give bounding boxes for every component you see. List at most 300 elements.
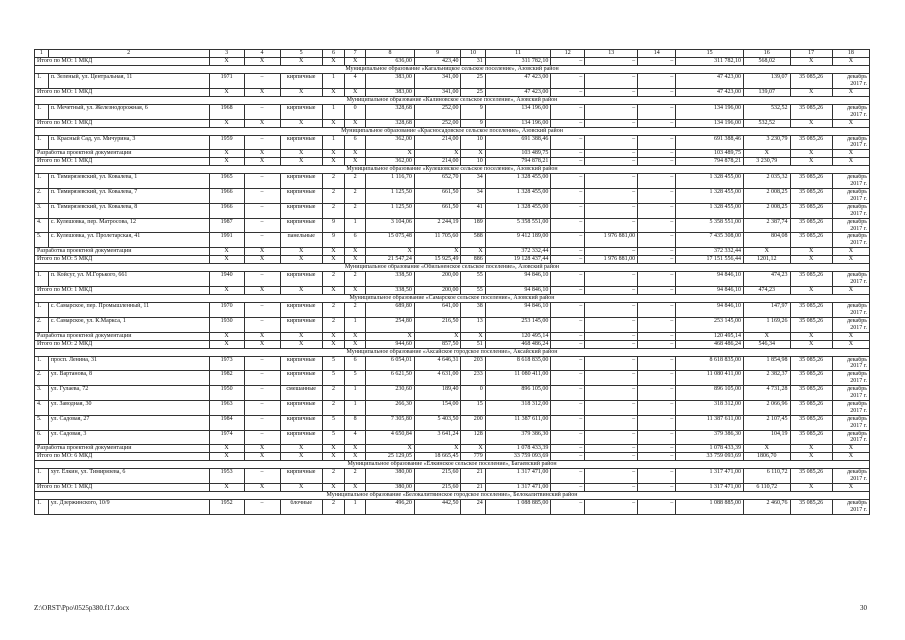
table-cell: 21 bbox=[461, 469, 485, 484]
table-cell: – bbox=[244, 272, 280, 287]
summary-cell: X bbox=[414, 445, 461, 453]
table-cell: 661,50 bbox=[414, 203, 461, 218]
summary-cell: X bbox=[345, 119, 366, 127]
table-cell: 2 bbox=[322, 469, 344, 484]
summary-cell: X bbox=[280, 150, 322, 158]
summary-cell: – bbox=[638, 256, 676, 264]
row-number: 2. bbox=[35, 371, 49, 386]
completion-date: декабрь 2017 г. bbox=[832, 74, 869, 89]
table-cell: кирпичные bbox=[280, 74, 322, 89]
table-cell: 214,00 bbox=[414, 135, 461, 150]
summary-cell: X bbox=[280, 248, 322, 256]
table-cell: – bbox=[244, 203, 280, 218]
summary-cell: – bbox=[638, 119, 676, 127]
footer-file-path: Z:\ORST\Ppo\0525p380.f17.docx bbox=[34, 604, 130, 612]
summary-cell: X bbox=[832, 58, 869, 66]
summary-cell: 1 317 471,00 bbox=[485, 484, 551, 492]
table-cell: 5 358 551,00 bbox=[676, 218, 744, 233]
table-cell: кирпичные bbox=[280, 189, 322, 204]
summary-row bbox=[35, 445, 870, 453]
building-address: ул. Гулаева, 72 bbox=[48, 386, 209, 401]
table-cell: 442,50 bbox=[414, 500, 461, 515]
table-cell: 266,30 bbox=[366, 400, 415, 415]
municipality-name: Муниципальное образование «Аксайское городское поселение», Аксайский район bbox=[35, 348, 870, 356]
table-cell: 1 bbox=[322, 74, 344, 89]
table-cell: 35 085,26 bbox=[790, 469, 832, 484]
municipality-header-row bbox=[35, 127, 870, 135]
table-cell: 1973 bbox=[209, 356, 244, 371]
municipality-header-row bbox=[35, 66, 870, 74]
table-cell: 252,00 bbox=[414, 104, 461, 119]
table-cell: 2 035,32 bbox=[743, 174, 790, 189]
table-cell: 34 bbox=[461, 174, 485, 189]
summary-cell: X bbox=[244, 150, 280, 158]
table-cell: 652,70 bbox=[414, 174, 461, 189]
table-cell: 1940 bbox=[209, 272, 244, 287]
summary-cell: – bbox=[638, 58, 676, 66]
table-cell: 383,00 bbox=[366, 74, 415, 89]
summary-cell: 51 bbox=[461, 340, 485, 348]
row-number: 1. bbox=[35, 356, 49, 371]
completion-date: декабрь 2017 г. bbox=[832, 430, 869, 445]
summary-cell: – bbox=[551, 332, 585, 340]
table-cell: 588 bbox=[461, 233, 485, 248]
table-cell: 1950 bbox=[209, 386, 244, 401]
table-cell: 6 110,72 bbox=[743, 469, 790, 484]
table-cell: – bbox=[551, 203, 585, 218]
table-cell: 94 846,10 bbox=[485, 303, 551, 318]
table-cell: 4 631,00 bbox=[414, 371, 461, 386]
summary-cell: 380,00 bbox=[366, 484, 415, 492]
summary-cell: X bbox=[743, 332, 790, 340]
municipality-name: Муниципальное образование «Белокалитвинское городское поселение», Белокалитвинский район bbox=[35, 492, 870, 500]
table-cell: 230,60 bbox=[366, 386, 415, 401]
summary-cell: X bbox=[461, 332, 485, 340]
building-row bbox=[35, 104, 870, 119]
building-address: п. Зеленый, ул. Центральная, 11 bbox=[48, 74, 209, 89]
column-number-cell: 10 bbox=[461, 50, 485, 58]
table-cell: 2 bbox=[322, 174, 344, 189]
summary-cell: 120 495,14 bbox=[676, 332, 744, 340]
table-cell: – bbox=[638, 189, 676, 204]
table-cell: 1 125,50 bbox=[366, 203, 415, 218]
table-cell: 35 085,26 bbox=[790, 317, 832, 332]
table-cell: 5 bbox=[322, 415, 344, 430]
summary-cell: 134 196,00 bbox=[485, 119, 551, 127]
table-cell: 9 bbox=[461, 104, 485, 119]
summary-cell: – bbox=[638, 445, 676, 453]
row-number: 1. bbox=[35, 135, 49, 150]
table-cell: – bbox=[244, 174, 280, 189]
column-number-cell: 3 bbox=[209, 50, 244, 58]
column-number-cell: 17 bbox=[790, 50, 832, 58]
column-number-cell: 1 bbox=[35, 50, 49, 58]
table-cell: – bbox=[585, 317, 638, 332]
table-cell: 1968 bbox=[209, 104, 244, 119]
table-cell: – bbox=[585, 386, 638, 401]
table-cell: 1 116,70 bbox=[366, 174, 415, 189]
municipality-header-row bbox=[35, 295, 870, 303]
table-cell: 128 bbox=[461, 430, 485, 445]
completion-date: декабрь 2017 г. bbox=[832, 356, 869, 371]
summary-cell: X bbox=[209, 119, 244, 127]
summary-cell: 1 078 433,39 bbox=[485, 445, 551, 453]
table-cell: 1 854,98 bbox=[743, 356, 790, 371]
summary-cell: 1201,12 bbox=[743, 256, 790, 264]
table-body bbox=[35, 50, 870, 515]
table-cell: – bbox=[585, 500, 638, 515]
table-cell: 0 bbox=[345, 104, 366, 119]
table-cell: 34 bbox=[461, 189, 485, 204]
summary-cell: – bbox=[551, 119, 585, 127]
table-cell: – bbox=[551, 233, 585, 248]
building-row bbox=[35, 371, 870, 386]
summary-cell: X bbox=[322, 332, 344, 340]
table-cell: 1 328 455,00 bbox=[485, 189, 551, 204]
summary-cell: 94 846,10 bbox=[676, 287, 744, 295]
table-cell: 5 358 551,00 bbox=[485, 218, 551, 233]
summary-cell: X bbox=[461, 445, 485, 453]
table-cell: кирпичные bbox=[280, 356, 322, 371]
table-cell: 2 bbox=[345, 189, 366, 204]
summary-cell: X bbox=[280, 484, 322, 492]
row-number: 1. bbox=[35, 469, 49, 484]
summary-label: Итого по МО: 2 МКД bbox=[35, 340, 210, 348]
summary-row bbox=[35, 158, 870, 166]
table-cell: 11 080 411,00 bbox=[676, 371, 744, 386]
table-cell: 94 846,10 bbox=[676, 272, 744, 287]
summary-cell: 10 bbox=[461, 158, 485, 166]
summary-cell: X bbox=[345, 158, 366, 166]
summary-cell: 15 925,49 bbox=[414, 256, 461, 264]
table-cell: 8 618 835,00 bbox=[676, 356, 744, 371]
table-cell: 1 317 471,00 bbox=[676, 469, 744, 484]
completion-date: декабрь 2017 г. bbox=[832, 500, 869, 515]
summary-cell: 568,02 bbox=[743, 58, 790, 66]
table-cell: 35 085,26 bbox=[790, 203, 832, 218]
summary-cell: X bbox=[832, 256, 869, 264]
table-cell: – bbox=[551, 135, 585, 150]
building-row bbox=[35, 415, 870, 430]
table-cell: 15 075,48 bbox=[366, 233, 415, 248]
summary-cell: X bbox=[322, 287, 344, 295]
summary-cell: X bbox=[743, 445, 790, 453]
table-cell: 3 230,79 bbox=[743, 135, 790, 150]
table-cell: 11 387 611,00 bbox=[676, 415, 744, 430]
summary-cell: – bbox=[638, 332, 676, 340]
column-number-cell: 2 bbox=[48, 50, 209, 58]
table-cell: – bbox=[638, 174, 676, 189]
table-cell: 4 bbox=[345, 74, 366, 89]
summary-cell: X bbox=[832, 340, 869, 348]
table-cell: – bbox=[638, 469, 676, 484]
table-cell: 55 bbox=[461, 272, 485, 287]
municipality-header-row bbox=[35, 264, 870, 272]
table-cell: – bbox=[551, 356, 585, 371]
table-cell: 7 305,80 bbox=[366, 415, 415, 430]
table-cell: – bbox=[585, 272, 638, 287]
table-cell: кирпичные bbox=[280, 203, 322, 218]
summary-cell: X bbox=[244, 287, 280, 295]
summary-cell: X bbox=[280, 340, 322, 348]
summary-cell: 103 489,75 bbox=[676, 150, 744, 158]
table-cell: 24 bbox=[461, 500, 485, 515]
column-number-cell: 14 bbox=[638, 50, 676, 58]
summary-cell: X bbox=[244, 340, 280, 348]
column-number-cell: 18 bbox=[832, 50, 869, 58]
table-cell: – bbox=[638, 371, 676, 386]
row-number: 4. bbox=[35, 218, 49, 233]
table-cell: 139,07 bbox=[743, 74, 790, 89]
table-cell: 2 008,25 bbox=[743, 203, 790, 218]
table-cell: 532,52 bbox=[743, 104, 790, 119]
table-cell: 5 bbox=[322, 356, 344, 371]
summary-cell: X bbox=[345, 256, 366, 264]
table-cell: 1974 bbox=[209, 430, 244, 445]
table-cell: 4 731,28 bbox=[743, 386, 790, 401]
table-cell: 1 bbox=[345, 500, 366, 515]
summary-cell: 636,00 bbox=[366, 58, 415, 66]
summary-cell: X bbox=[244, 58, 280, 66]
table-cell: 2 bbox=[345, 469, 366, 484]
summary-cell: 214,00 bbox=[414, 158, 461, 166]
table-cell: – bbox=[244, 74, 280, 89]
table-cell: 7 435 308,00 bbox=[676, 233, 744, 248]
table-cell: – bbox=[551, 74, 585, 89]
table-cell: 35 085,26 bbox=[790, 135, 832, 150]
summary-cell: X bbox=[743, 150, 790, 158]
summary-cell: 33 759 093,69 bbox=[485, 453, 551, 461]
table-cell: кирпичные bbox=[280, 218, 322, 233]
municipality-name: Муниципальное образование «Обильненское сельское поселение», Азовский район bbox=[35, 264, 870, 272]
column-number-cell: 6 bbox=[322, 50, 344, 58]
summary-cell: – bbox=[551, 150, 585, 158]
table-cell: 1966 bbox=[209, 189, 244, 204]
summary-cell: 546,34 bbox=[743, 340, 790, 348]
summary-label: Разработка проектной документации bbox=[35, 332, 210, 340]
table-cell: 10 bbox=[461, 135, 485, 150]
table-cell: 4 bbox=[345, 430, 366, 445]
table-cell: 341,00 bbox=[414, 74, 461, 89]
summary-cell: X bbox=[244, 453, 280, 461]
summary-row bbox=[35, 256, 870, 264]
table-cell: – bbox=[244, 469, 280, 484]
summary-cell: X bbox=[209, 340, 244, 348]
municipality-header-row bbox=[35, 492, 870, 500]
summary-cell: X bbox=[244, 248, 280, 256]
table-cell: – bbox=[244, 386, 280, 401]
table-cell: кирпичные bbox=[280, 135, 322, 150]
summary-label: Итого по МО: 1 МКД bbox=[35, 158, 210, 166]
summary-cell: 857,50 bbox=[414, 340, 461, 348]
summary-cell: X bbox=[345, 287, 366, 295]
table-cell: 203 bbox=[461, 356, 485, 371]
table-cell: 35 085,26 bbox=[790, 386, 832, 401]
summary-row bbox=[35, 287, 870, 295]
building-row bbox=[35, 469, 870, 484]
summary-cell: – bbox=[551, 340, 585, 348]
row-number: 1. bbox=[35, 174, 49, 189]
summary-label: Итого по МО: 1 МКД bbox=[35, 88, 210, 96]
summary-cell: X bbox=[832, 88, 869, 96]
table-cell: 5 bbox=[322, 371, 344, 386]
building-address: п. Тимирязевский, ул. Ковалева, 7 bbox=[48, 189, 209, 204]
table-cell: 11 705,60 bbox=[414, 233, 461, 248]
table-cell: 1930 bbox=[209, 317, 244, 332]
table-cell: 35 085,26 bbox=[790, 174, 832, 189]
summary-cell: X bbox=[790, 88, 832, 96]
table-cell: 2 bbox=[322, 400, 344, 415]
summary-cell: 1806,70 bbox=[743, 453, 790, 461]
municipality-header-row bbox=[35, 96, 870, 104]
table-cell: 2 244,19 bbox=[414, 218, 461, 233]
table-cell: 2 008,25 bbox=[743, 189, 790, 204]
summary-cell: 423,40 bbox=[414, 58, 461, 66]
table-cell: – bbox=[551, 303, 585, 318]
table-cell: 35 085,26 bbox=[790, 500, 832, 515]
building-address: ул. Заводная, 30 bbox=[48, 400, 209, 415]
summary-cell: X bbox=[345, 248, 366, 256]
column-number-cell: 7 bbox=[345, 50, 366, 58]
table-cell: блочные bbox=[280, 500, 322, 515]
summary-cell: – bbox=[551, 158, 585, 166]
table-cell: – bbox=[585, 135, 638, 150]
summary-cell: X bbox=[345, 484, 366, 492]
table-cell: 2 bbox=[322, 189, 344, 204]
table-cell: 1 328 455,00 bbox=[676, 203, 744, 218]
summary-cell: X bbox=[244, 445, 280, 453]
column-number-cell: 4 bbox=[244, 50, 280, 58]
table-cell: 233 bbox=[461, 371, 485, 386]
table-cell: 189 bbox=[461, 218, 485, 233]
summary-cell: 120 495,14 bbox=[485, 332, 551, 340]
building-row bbox=[35, 400, 870, 415]
table-cell: 6 bbox=[345, 135, 366, 150]
municipality-name: Муниципальное образование «Кулешовское сельское поселение», Азовский район bbox=[35, 166, 870, 174]
table-cell: 1 bbox=[322, 135, 344, 150]
table-cell: 2 bbox=[345, 203, 366, 218]
summary-cell: – bbox=[638, 340, 676, 348]
summary-cell: 468 486,24 bbox=[676, 340, 744, 348]
table-cell: 318 312,00 bbox=[485, 400, 551, 415]
building-address: п. Койсуг, ул. М.Горького, 661 bbox=[48, 272, 209, 287]
summary-row bbox=[35, 58, 870, 66]
summary-cell: 17 151 556,44 bbox=[676, 256, 744, 264]
municipality-name: Муниципальное образование «Кагальницкое сельское поселение», Азовский район bbox=[35, 66, 870, 74]
summary-cell: X bbox=[280, 119, 322, 127]
summary-cell: X bbox=[280, 158, 322, 166]
table-cell: – bbox=[585, 469, 638, 484]
summary-cell: X bbox=[366, 445, 415, 453]
table-cell: 2 bbox=[322, 386, 344, 401]
table-cell: 253 145,00 bbox=[485, 317, 551, 332]
table-cell: – bbox=[244, 104, 280, 119]
table-cell: 474,23 bbox=[743, 272, 790, 287]
summary-cell: 252,00 bbox=[414, 119, 461, 127]
table-cell: – bbox=[638, 218, 676, 233]
summary-cell: X bbox=[366, 150, 415, 158]
table-cell: 254,80 bbox=[366, 317, 415, 332]
table-cell: 2 460,76 bbox=[743, 500, 790, 515]
summary-cell: 200,00 bbox=[414, 287, 461, 295]
table-cell: 1952 bbox=[209, 500, 244, 515]
summary-row bbox=[35, 248, 870, 256]
summary-cell: X bbox=[790, 445, 832, 453]
table-cell: 104,19 bbox=[743, 430, 790, 445]
summary-cell: X bbox=[345, 88, 366, 96]
table-cell: 1 169,26 bbox=[743, 317, 790, 332]
summary-cell: X bbox=[832, 287, 869, 295]
summary-cell: X bbox=[322, 256, 344, 264]
summary-cell: – bbox=[585, 453, 638, 461]
building-row bbox=[35, 303, 870, 318]
summary-cell: X bbox=[790, 248, 832, 256]
summary-cell: X bbox=[280, 453, 322, 461]
table-cell: 3 104,06 bbox=[366, 218, 415, 233]
page-number: 30 bbox=[860, 604, 867, 612]
table-cell: 5 bbox=[345, 371, 366, 386]
summary-cell: X bbox=[280, 88, 322, 96]
building-address: просп. Ленина, 31 bbox=[48, 356, 209, 371]
document-table-area bbox=[34, 49, 870, 515]
summary-cell: X bbox=[832, 332, 869, 340]
row-number: 3. bbox=[35, 203, 49, 218]
table-cell: 896 105,00 bbox=[676, 386, 744, 401]
summary-cell: 779 bbox=[461, 453, 485, 461]
summary-cell: X bbox=[280, 58, 322, 66]
table-cell: панельные bbox=[280, 233, 322, 248]
building-row bbox=[35, 356, 870, 371]
summary-cell: 944,60 bbox=[366, 340, 415, 348]
table-cell: – bbox=[551, 371, 585, 386]
table-cell: – bbox=[585, 74, 638, 89]
table-cell: 1 bbox=[345, 218, 366, 233]
column-number-cell: 15 bbox=[676, 50, 744, 58]
table-cell: – bbox=[551, 430, 585, 445]
table-cell: 215,60 bbox=[414, 469, 461, 484]
table-cell: 2 bbox=[322, 272, 344, 287]
table-cell: 35 085,26 bbox=[790, 74, 832, 89]
building-row bbox=[35, 386, 870, 401]
table-cell: кирпичные bbox=[280, 317, 322, 332]
table-cell: – bbox=[551, 104, 585, 119]
table-cell: 35 085,26 bbox=[790, 356, 832, 371]
table-cell: – bbox=[585, 356, 638, 371]
summary-cell: 328,68 bbox=[366, 119, 415, 127]
table-cell: – bbox=[638, 74, 676, 89]
table-cell: 253 145,00 bbox=[676, 317, 744, 332]
completion-date: декабрь 2017 г. bbox=[832, 303, 869, 318]
summary-cell: – bbox=[585, 332, 638, 340]
summary-cell: 532,52 bbox=[743, 119, 790, 127]
summary-cell: X bbox=[209, 287, 244, 295]
table-cell: 1984 bbox=[209, 415, 244, 430]
table-cell: 1 088 885,00 bbox=[485, 500, 551, 515]
table-cell: 1959 bbox=[209, 135, 244, 150]
summary-cell: – bbox=[638, 453, 676, 461]
completion-date: декабрь 2017 г. bbox=[832, 174, 869, 189]
table-cell: 2 bbox=[322, 303, 344, 318]
summary-cell: – bbox=[585, 287, 638, 295]
building-address: ул. Вартанова, 8 bbox=[48, 371, 209, 386]
table-cell: 2 bbox=[345, 272, 366, 287]
row-number: 2. bbox=[35, 317, 49, 332]
summary-cell: X bbox=[832, 453, 869, 461]
table-cell: – bbox=[585, 430, 638, 445]
summary-cell: X bbox=[322, 445, 344, 453]
municipality-name: Муниципальное образование «Елкинское сельское поселение», Багаевский район bbox=[35, 461, 870, 469]
summary-row bbox=[35, 119, 870, 127]
